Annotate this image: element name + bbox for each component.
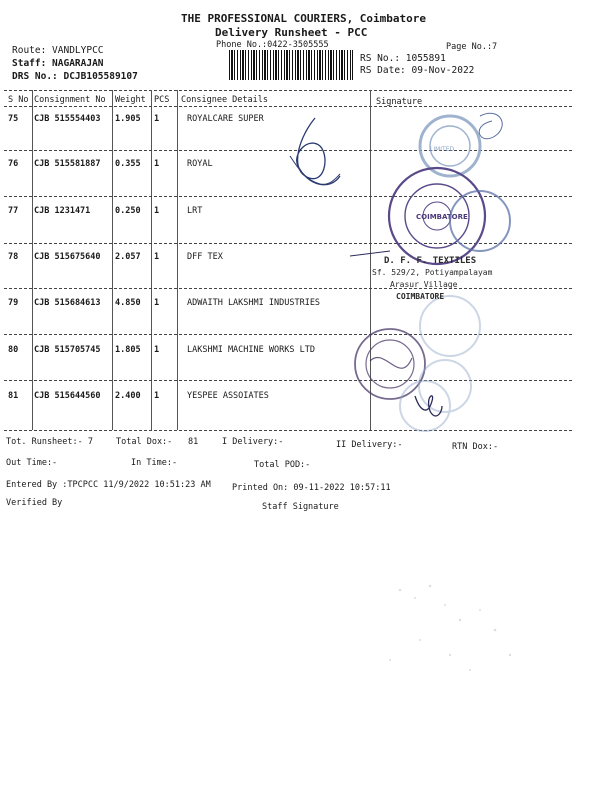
page-number: Page No.:7: [446, 42, 498, 52]
entered-by: Entered By :TPCPCC 11/9/2022 10:51:23 AM: [6, 480, 211, 490]
row-sno: 77: [8, 206, 19, 216]
row-consignee: ADWAITH LAKSHMI INDUSTRIES: [187, 298, 321, 308]
row-weight: 4.850: [115, 298, 141, 308]
stamp-village: Arasur Village: [390, 280, 458, 289]
verified-by: Verified By: [6, 498, 63, 508]
row-sno: 75: [8, 114, 19, 124]
row-pcs: 1: [154, 252, 160, 262]
staff: Staff: NAGARAJAN: [12, 58, 104, 69]
row-consignee: YESPEE ASSOIATES: [187, 391, 269, 401]
svg-text:LIMITED: LIMITED: [430, 146, 455, 153]
column-divider: [112, 90, 113, 430]
phone-number: Phone No.:0422-3505555: [216, 40, 329, 50]
row-weight: 1.805: [115, 345, 141, 355]
route: Route: VANDLYPCC: [12, 45, 104, 56]
col-pcs: PCS: [154, 95, 170, 105]
col-weight: Weight: [115, 95, 146, 105]
company-title: THE PROFESSIONAL COURIERS, Coimbatore: [181, 12, 427, 25]
col-sno: S No: [8, 95, 29, 105]
col-consignment: Consignment No: [34, 95, 106, 105]
column-divider: [151, 90, 152, 430]
rtn-dox: RTN Dox:-: [452, 442, 499, 452]
scan-noise-graphic: [360, 560, 560, 700]
col-consignee: Consignee Details: [181, 95, 268, 105]
total-dox-value: 81: [188, 437, 199, 447]
column-divider: [32, 90, 33, 430]
row-consignment: CJB 515644560: [34, 391, 101, 401]
row-consignee: LAKSHMI MACHINE WORKS LTD: [187, 345, 315, 355]
row-weight: 0.250: [115, 206, 141, 216]
row-pcs: 1: [154, 345, 160, 355]
row-sno: 81: [8, 391, 19, 401]
row-sno: 78: [8, 252, 19, 262]
total-dox-label: Total Dox:-: [116, 437, 173, 447]
i-delivery: I Delivery:-: [222, 437, 284, 447]
total-runsheet: Tot. Runsheet:- 7: [6, 437, 93, 447]
total-pod: Total POD:-: [254, 460, 311, 470]
stamp-company-name: D. F. F. TEXTILES: [384, 256, 477, 266]
row-consignment: CJB 515554403: [34, 114, 101, 124]
drs-number: DRS No.: DCJB105589107: [12, 71, 138, 82]
row-consignment: CJB 515684613: [34, 298, 101, 308]
row-consignment: CJB 1231471: [34, 206, 91, 216]
row-weight: 1.905: [115, 114, 141, 124]
in-time: In Time:-: [131, 458, 178, 468]
row-sno: 76: [8, 159, 19, 169]
col-signature: Signature: [376, 97, 423, 107]
printed-on: Printed On: 09-11-2022 10:57:11: [232, 483, 391, 493]
stamp-address: Sf. 529/2, Potiyampalayam: [372, 268, 493, 277]
row-pcs: 1: [154, 159, 160, 169]
staff-signature: Staff Signature: [262, 502, 339, 512]
row-consignment: CJB 515705745: [34, 345, 101, 355]
column-divider: [177, 90, 178, 430]
row-pcs: 1: [154, 114, 160, 124]
rs-number: RS No.: 1055891: [360, 53, 446, 64]
row-pcs: 1: [154, 298, 160, 308]
row-consignee: ROYAL: [187, 159, 213, 169]
barcode-image: [229, 50, 353, 80]
row-sno: 79: [8, 298, 19, 308]
out-time: Out Time:-: [6, 458, 58, 468]
row-pcs: 1: [154, 391, 160, 401]
row-consignee: ROYALCARE SUPER: [187, 114, 264, 124]
runsheet-subtitle: Delivery Runsheet - PCC: [215, 26, 368, 39]
rs-date: RS Date: 09-Nov-2022: [360, 65, 475, 76]
row-weight: 2.057: [115, 252, 141, 262]
row-weight: 0.355: [115, 159, 141, 169]
row-consignment: CJB 515675640: [34, 252, 101, 262]
stamp-city: COIMBATORE: [396, 292, 445, 301]
row-pcs: 1: [154, 206, 160, 216]
row-weight: 2.400: [115, 391, 141, 401]
row-consignee: LRT: [187, 206, 203, 216]
svg-text:COIMBATORE: COIMBATORE: [416, 213, 468, 221]
ii-delivery: II Delivery:-: [336, 440, 403, 450]
divider: [4, 90, 572, 91]
row-consignee: DFF TEX: [187, 252, 223, 262]
row-consignment: CJB 515581887: [34, 159, 101, 169]
row-sno: 80: [8, 345, 19, 355]
